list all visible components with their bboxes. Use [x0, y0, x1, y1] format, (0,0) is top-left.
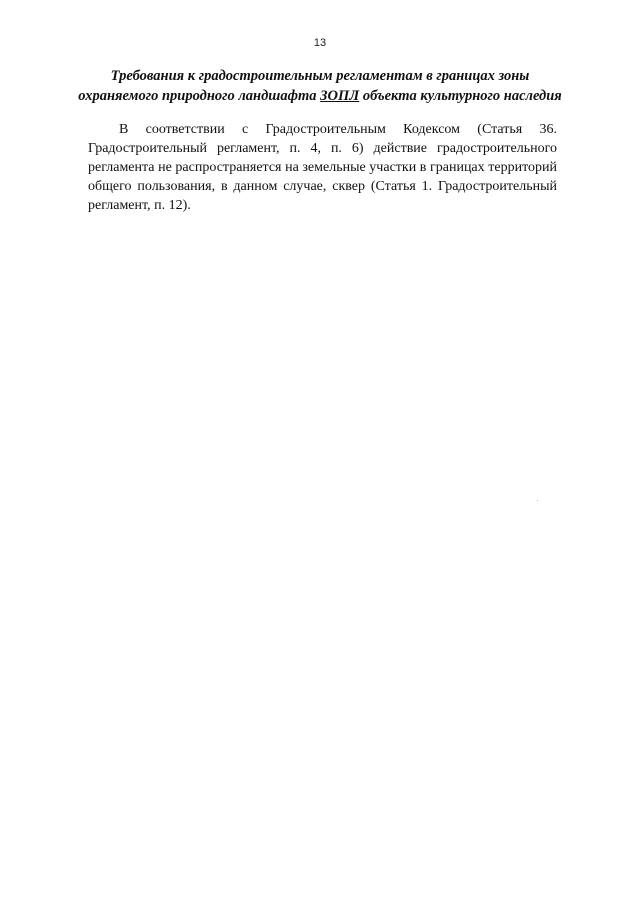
section-heading [70, 66, 570, 106]
heading-line-2-end: объекта культурного наследия [359, 88, 562, 104]
body-paragraph: В соответствии с Градостроительным Кодексом (Статья 36. Градостроительный регламент, п. 4, п. 6) действие градостроительного регламента не распространяется на земельные участки в границах территорий общего пользования, в данном случае, сквер (Статья 1. Градостроительный регламент, п. 12). [88, 122, 557, 213]
heading-line-2-start: охраняемого природного ландшафта [78, 88, 321, 104]
heading-line-1: Требования к градостроительным регламентам в границах зоны [110, 68, 530, 84]
page-number: 13 [313, 37, 327, 49]
scan-speck [537, 500, 538, 501]
heading-abbreviation: ЗОПЛ [320, 88, 360, 104]
